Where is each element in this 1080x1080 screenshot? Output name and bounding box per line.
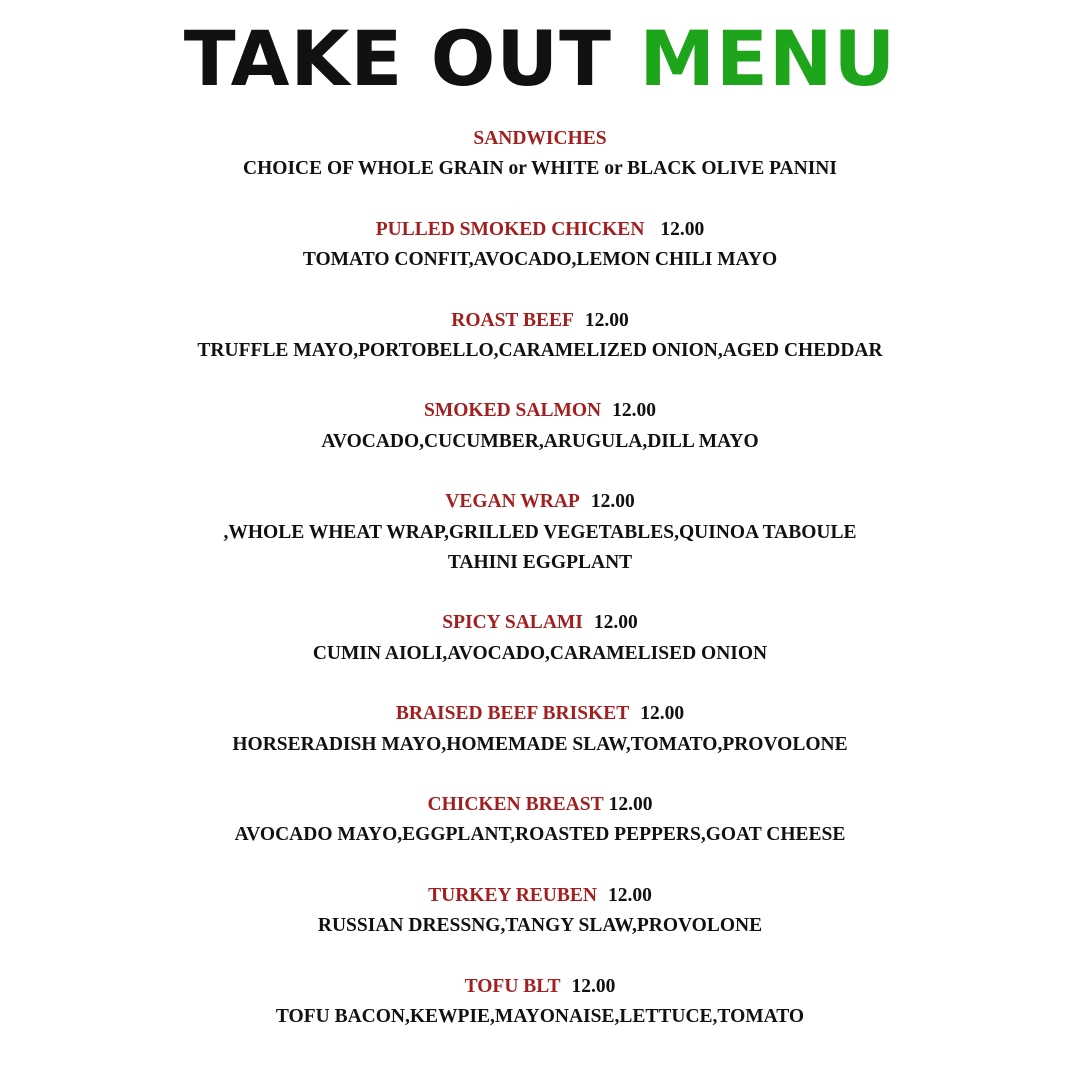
item-description: TRUFFLE MAYO,PORTOBELLO,CARAMELIZED ONION,AGED CHEDDAR — [197, 340, 883, 361]
section-subheading: CHOICE OF WHOLE GRAIN or WHITE or BLACK OLIVE PANINI — [243, 158, 837, 179]
item-price: 12.00 — [571, 976, 616, 997]
item-description: HORSERADISH MAYO,HOMEMADE SLAW,TOMATO,PROVOLONE — [232, 734, 848, 755]
item-price: 12.00 — [593, 612, 638, 633]
item-name: TURKEY REUBEN — [428, 885, 597, 906]
menu-item-title — [0, 490, 1080, 514]
item-name: PULLED SMOKED CHICKEN — [375, 219, 645, 240]
item-price: 12.00 — [612, 400, 656, 421]
menu-item-title — [0, 702, 1080, 726]
item-description: TOFU BACON,KEWPIE,MAYONAISE,LETTUCE,TOMATO — [275, 1006, 805, 1027]
menu-title — [0, 14, 1080, 104]
item-price: 12.00 — [607, 885, 652, 906]
title-part-menu: MENU — [639, 14, 897, 103]
title-part-take-out: TAKE OUT — [183, 14, 612, 103]
item-description: CUMIN AIOLI,AVOCADO,CARAMELISED ONION — [312, 643, 768, 664]
item-price: 12.00 — [590, 491, 635, 512]
item-name: VEGAN WRAP — [445, 491, 580, 512]
item-description: ,WHOLE WHEAT WRAP,GRILLED VEGETABLES,QUINOA TABOULE — [223, 522, 857, 543]
item-description: AVOCADO MAYO,EGGPLANT,ROASTED PEPPERS,GOAT CHEESE — [234, 824, 846, 845]
menu-item-title — [0, 611, 1080, 635]
item-description: RUSSIAN DRESSNG,TANGY SLAW,PROVOLONE — [317, 915, 763, 936]
item-description: TOMATO CONFIT,AVOCADO,LEMON CHILI MAYO — [302, 249, 778, 270]
menu-item-title — [0, 309, 1080, 333]
item-description-line-2: TAHINI EGGPLANT — [447, 552, 633, 573]
item-name: BRAISED BEEF BRISKET — [395, 703, 630, 724]
menu-item-title — [0, 218, 1080, 242]
item-name: SPICY SALAMI — [442, 612, 583, 633]
menu-item-title — [0, 975, 1080, 999]
item-name: SMOKED SALMON — [423, 400, 602, 421]
menu-item-title — [0, 399, 1080, 423]
item-price: 12.00 — [584, 310, 629, 331]
item-price: 12.00 — [640, 703, 685, 724]
menu-item-title — [0, 793, 1080, 817]
section-heading: SANDWICHES — [473, 128, 607, 149]
item-price: 12.00 — [660, 219, 705, 240]
menu-item-title — [0, 884, 1080, 908]
item-price: 12.00 — [608, 794, 653, 815]
item-name: CHICKEN BREAST — [427, 794, 604, 815]
item-description: AVOCADO,CUCUMBER,ARUGULA,DILL MAYO — [321, 431, 759, 452]
item-name: ROAST BEEF — [451, 310, 574, 331]
item-name: TOFU BLT — [464, 976, 561, 997]
